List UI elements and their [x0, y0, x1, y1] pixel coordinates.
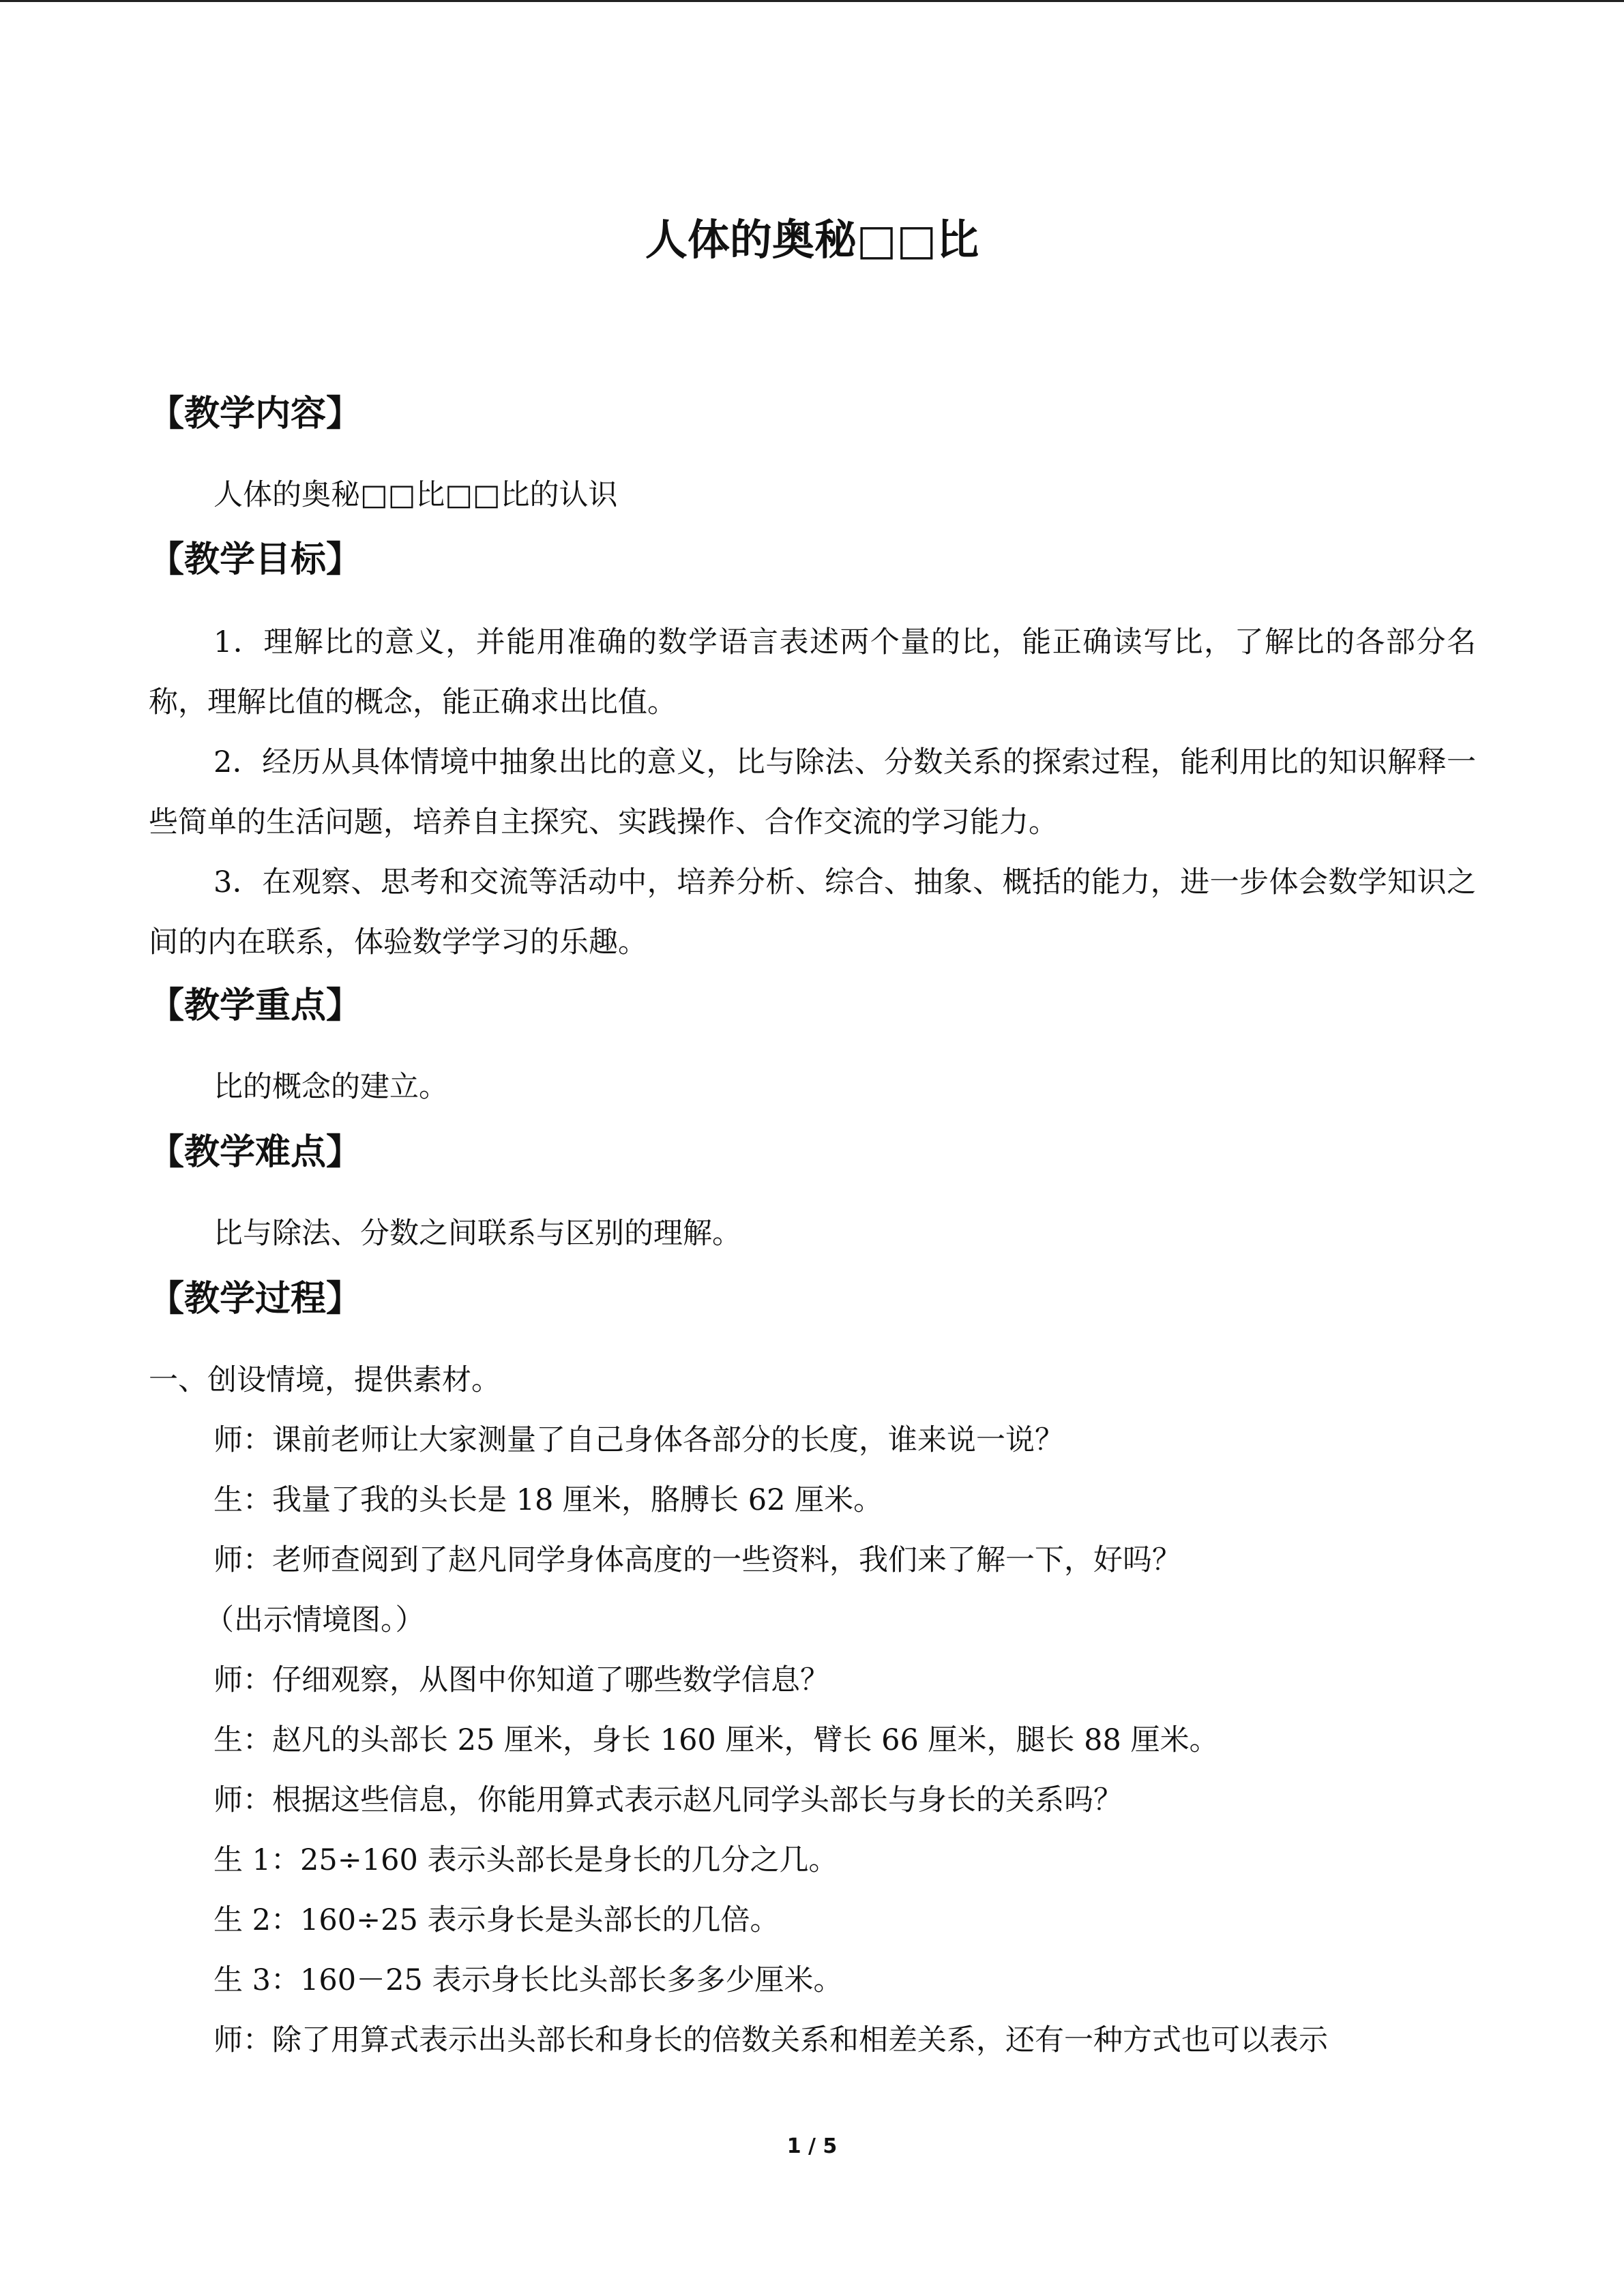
heading-teaching-content: 【教学内容】: [149, 393, 362, 434]
dialogue-line: 生：赵凡的头部长 25 厘米，身长 160 厘米，臂长 66 厘米，腿长 88 厘米。: [213, 1723, 1219, 1757]
teaching-content-text: 人体的奥秘□□比□□比的认识: [213, 478, 618, 512]
heading-difficulties: 【教学难点】: [149, 1132, 362, 1173]
dialogue-line: 生：我量了我的头长是 18 厘米，胳膊长 62 厘米。: [213, 1483, 883, 1517]
dialogue-line: 师：仔细观察，从图中你知道了哪些数学信息？: [213, 1663, 829, 1697]
key-points-text: 比的概念的建立。: [213, 1070, 448, 1104]
dialogue-line: 师：课前老师让大家测量了自己身体各部分的长度，谁来说一说？: [213, 1423, 1064, 1457]
heading-teaching-process: 【教学过程】: [149, 1279, 362, 1320]
dialogue-line: （出示情境图。）: [205, 1603, 425, 1637]
dialogue-line: 师：根据这些信息，你能用算式表示赵凡同学头部长与身长的关系吗？: [213, 1783, 1123, 1817]
dialogue-line: 生 1：25÷160 表示头部长是身长的几分之几。: [213, 1843, 838, 1877]
process-step-1: 一、创设情境，提供素材。: [149, 1363, 501, 1397]
heading-key-points: 【教学重点】: [149, 985, 362, 1026]
goal-item-1: 1．理解比的意义，并能用准确的数学语言表述两个量的比，能正确读写比，了解比的各部分名称，理解比值的概念，能正确求出比值。: [149, 625, 1476, 719]
document-title: 人体的奥秘□□比: [645, 215, 979, 265]
dialogue-line: 生 3：160－25 表示身长比头部长多多少厘米。: [213, 1963, 843, 1997]
difficulties-text: 比与除法、分数之间联系与区别的理解。: [213, 1217, 741, 1251]
dialogue-line: 生 2：160÷25 表示身长是头部长的几倍。: [213, 1903, 780, 1937]
dialogue-line: 师：老师查阅到了赵凡同学身体高度的一些资料，我们来了解一下，好吗？: [213, 1543, 1181, 1577]
dialogue-line: 师：除了用算式表示出头部长和身长的倍数关系和相差关系，还有一种方式也可以表示: [213, 2023, 1328, 2057]
goal-item-2: 2．经历从具体情境中抽象出比的意义，比与除法、分数关系的探索过程，能利用比的知识解释一些简单的生活问题，培养自主探究、实践操作、合作交流的学习能力。: [149, 745, 1476, 839]
page-number: 1 / 5: [786, 2134, 838, 2158]
goal-item-3: 3．在观察、思考和交流等活动中，培养分析、综合、抽象、概括的能力，进一步体会数学知识之间的内在联系，体验数学学习的乐趣。: [149, 865, 1476, 959]
heading-teaching-goals: 【教学目标】: [149, 539, 362, 580]
